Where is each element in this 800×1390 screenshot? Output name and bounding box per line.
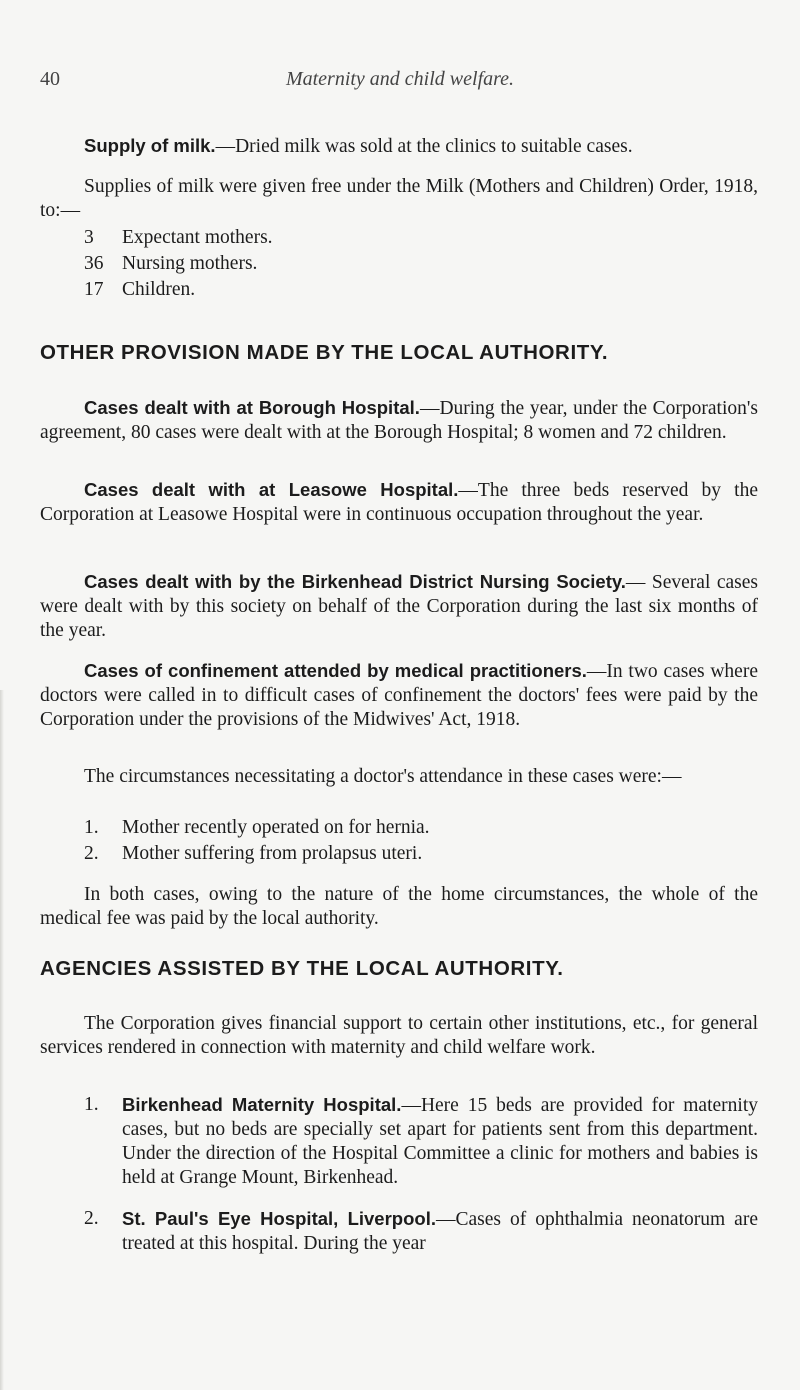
agency-title: Birkenhead Maternity Hospital.: [122, 1094, 402, 1115]
nursing-title: Cases dealt with by the Birkenhead District Nursing Society.: [84, 571, 626, 592]
borough-paragraph: [40, 396, 758, 445]
agency-title: St. Paul's Eye Hospital, Liverpool.: [122, 1208, 436, 1229]
item-label: Children.: [122, 279, 196, 300]
confinement-title: Cases of confinement attended by medical practitioners.: [84, 660, 587, 681]
confinement-text: —In two cases where doctors were called in to difficult cases of confinement the doctors' fees were paid by the Corporation under the provisions of the Midwives' Act, 1918.: [40, 661, 758, 730]
item-label: Nursing mothers.: [122, 253, 258, 274]
milk-supplies-paragraph: Supplies of milk were given free under the Milk (Mothers and Children) Order, 1918, to:—: [40, 176, 758, 221]
item-number: 1.: [84, 1094, 99, 1115]
nursing-text: — Several cases were dealt with by this society on behalf of the Corporation during the last six months of the year.: [40, 572, 758, 641]
item-number: 17: [84, 279, 104, 300]
agency-description: —Here 15 beds are provided for maternity cases, but no beds are specially set apart for patients sent from this department. Under the direction of the Hospital Committee a clinic for mothers and babies is held at Grange Mount, Birkenhead.: [122, 1095, 758, 1188]
borough-title: Cases dealt with at Borough Hospital.: [84, 397, 420, 418]
milk-paragraph: [40, 134, 758, 159]
confinement-paragraph: [40, 659, 758, 732]
leasowe-title: Cases dealt with at Leasowe Hospital.: [84, 479, 459, 500]
leasowe-paragraph: [40, 478, 758, 527]
item-label: Mother suffering from prolapsus uteri.: [122, 843, 423, 864]
section-heading-other-provision: OTHER PROVISION MADE BY THE LOCAL AUTHORITY.: [40, 341, 609, 364]
item-label: Expectant mothers.: [122, 227, 273, 248]
item-number: 1.: [84, 817, 99, 838]
circumstances-paragraph: The circumstances necessitating a doctor's attendance in these cases were:—: [84, 766, 682, 787]
running-title: Maternity and child welfare.: [285, 68, 515, 90]
leasowe-text: —The three beds reserved by the Corporation at Leasowe Hospital were in continuous occupation throughout the year.: [40, 480, 758, 525]
item-number: 2.: [84, 843, 99, 864]
item-number: 36: [84, 253, 104, 274]
nursing-paragraph: [40, 570, 758, 643]
agency-text: [122, 1207, 758, 1256]
page-edge-shadow: [0, 690, 4, 1390]
milk-title: Supply of milk.: [84, 135, 216, 156]
agency-text: [122, 1093, 758, 1190]
page-number: 40: [40, 68, 60, 90]
agencies-intro-paragraph: The Corporation gives financial support to certain other institutions, etc., for general services rendered in connection with maternity and child welfare work.: [40, 1013, 758, 1058]
conclusion-paragraph: In both cases, owing to the nature of the home circumstances, the whole of the medical fee was paid by the local authority.: [40, 884, 758, 929]
item-label: Mother recently operated on for hernia.: [122, 817, 430, 838]
agency-description: —Cases of ophthalmia neonatorum are treated at this hospital. During the year: [122, 1209, 758, 1254]
section-heading-agencies: AGENCIES ASSISTED BY THE LOCAL AUTHORITY.: [40, 957, 564, 980]
item-number: 3: [84, 227, 94, 248]
milk-text: —Dried milk was sold at the clinics to suitable cases.: [215, 136, 633, 157]
page-header: [40, 68, 760, 98]
item-number: 2.: [84, 1208, 99, 1229]
borough-text: —During the year, under the Corporation's agreement, 80 cases were dealt with at the Borough Hospital; 8 women and 72 children.: [40, 398, 758, 443]
